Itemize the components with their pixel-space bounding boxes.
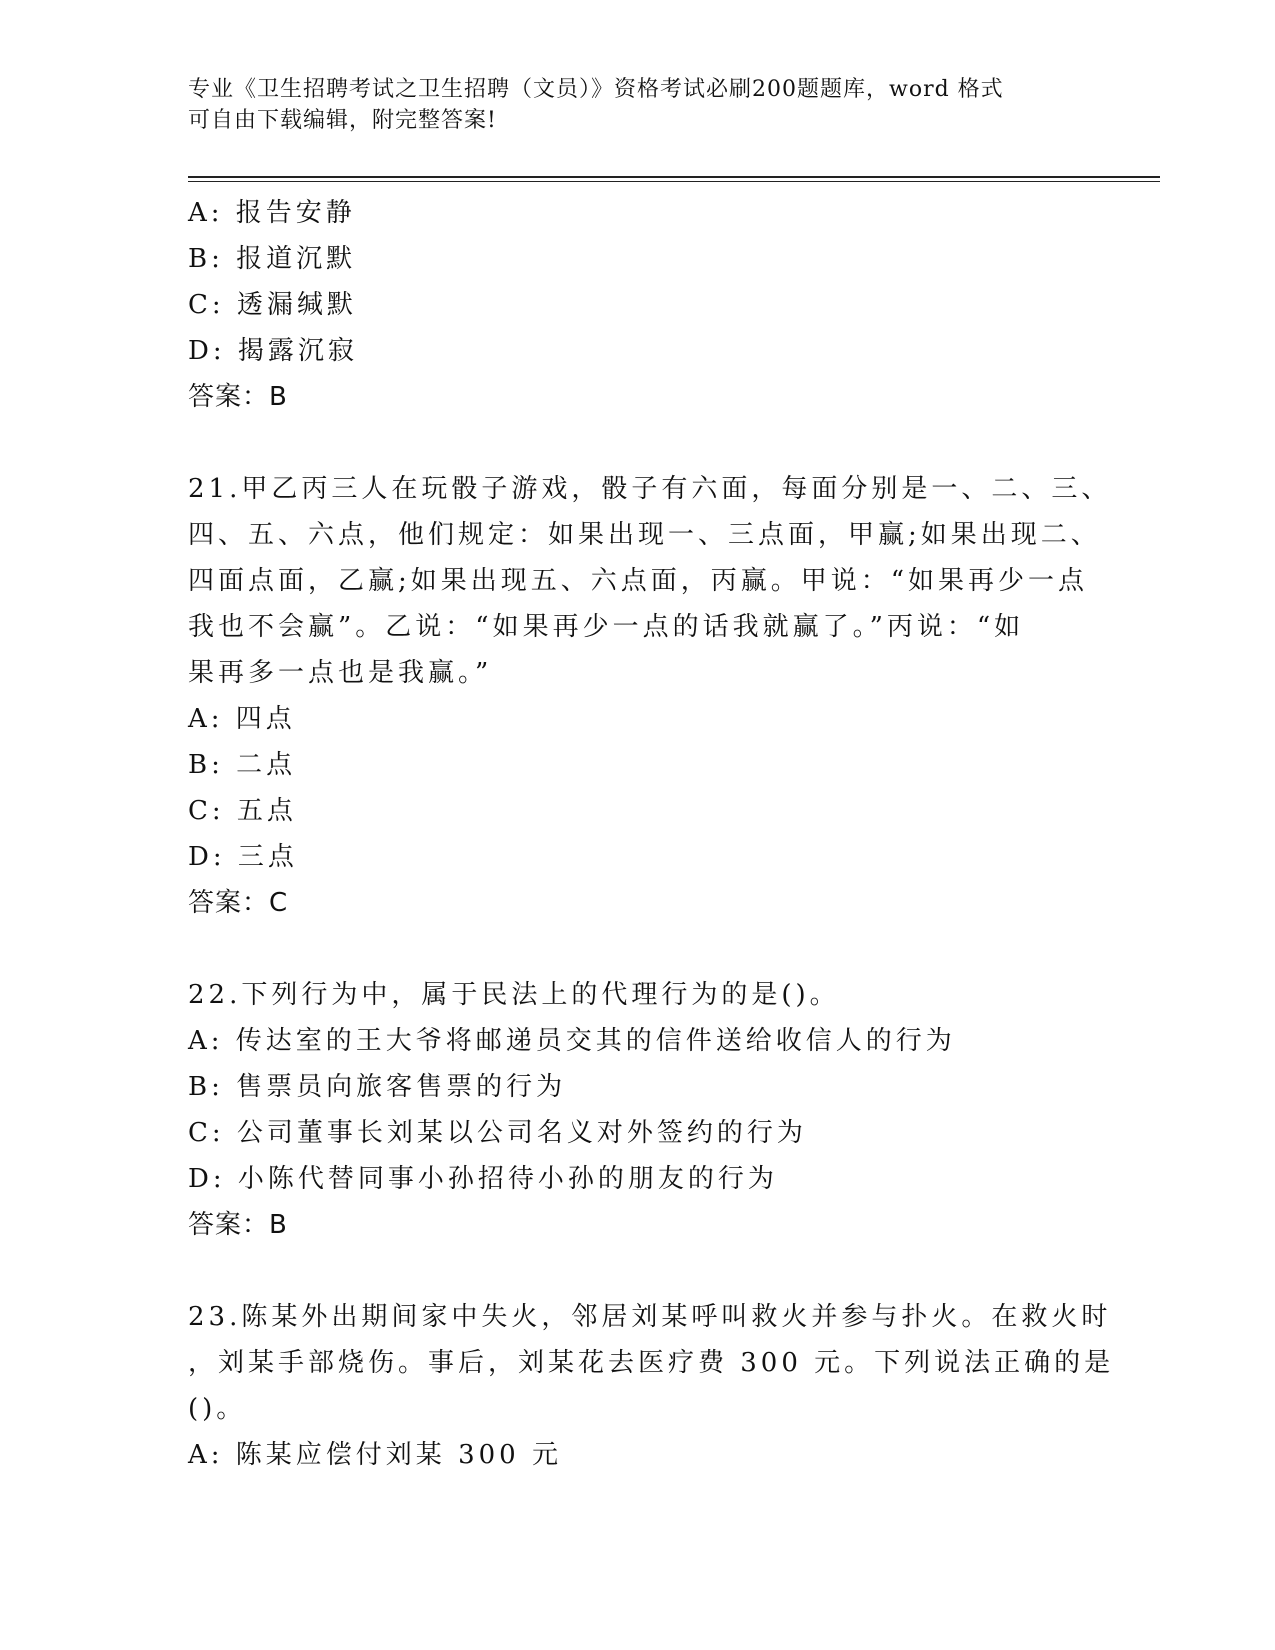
- question-stem-line: 果再多一点也是我赢。”: [188, 658, 493, 688]
- question-stem-line: ()。: [188, 1394, 247, 1424]
- spacer: [188, 1248, 1088, 1294]
- option-a: A: 陈某应偿付刘某 300 元: [188, 1440, 562, 1470]
- document-header: [188, 74, 1088, 136]
- answer: 答案：B: [188, 1210, 288, 1240]
- option-c: C: 公司董事长刘某以公司名义对外签约的行为: [188, 1118, 807, 1148]
- spacer: [188, 926, 1088, 972]
- question-stem-line: 21.甲乙丙三人在玩骰子游戏，骰子有六面，每面分别是一、二、三、: [188, 474, 1112, 504]
- question-stem-line: 22.下列行为中，属于民法上的代理行为的是()。: [188, 980, 840, 1010]
- question-stem-line: 我也不会赢”。乙说：“如果再少一点的话我就赢了。”丙说：“如: [188, 612, 1025, 642]
- header-divider: [188, 176, 1160, 182]
- option-a: A: 传达室的王大爷将邮递员交其的信件送给收信人的行为: [188, 1026, 956, 1056]
- option-c: C: 五点: [188, 796, 297, 826]
- question-stem-line: 四、五、六点，他们规定：如果出现一、三点面，甲赢;如果出现二、: [188, 520, 1101, 550]
- answer: 答案：B: [188, 382, 288, 412]
- question-stem-line: 23.陈某外出期间家中失火，邻居刘某呼叫救火并参与扑火。在救火时: [188, 1302, 1112, 1332]
- option-d: D: 小陈代替同事小孙招待小孙的朋友的行为: [188, 1164, 778, 1194]
- question-list: [188, 190, 1115, 1478]
- question-20: [188, 190, 1088, 420]
- option-c: C: 透漏缄默: [188, 290, 357, 320]
- spacer: [188, 420, 1088, 466]
- question-stem-line: ，刘某手部烧伤。事后，刘某花去医疗费 300 元。下列说法正确的是: [188, 1348, 1115, 1378]
- header-line-1: 专业《卫生招聘考试之卫生招聘（文员）》资格考试必刷200题题库，word 格式: [188, 77, 1004, 102]
- question-21: [188, 466, 1112, 926]
- question-stem-line: 四面点面，乙赢;如果出现五、六点面，丙赢。甲说：“如果再少一点: [188, 566, 1089, 596]
- option-a: A: 报告安静: [188, 198, 356, 228]
- header-line-2: 可自由下载编辑，附完整答案!: [188, 108, 497, 133]
- option-d: D: 三点: [188, 842, 298, 872]
- answer: 答案：C: [188, 888, 289, 918]
- question-22: [188, 972, 1088, 1248]
- question-23: [188, 1294, 1115, 1478]
- option-b: B: 二点: [188, 750, 297, 780]
- option-b: B: 报道沉默: [188, 244, 357, 274]
- option-d: D: 揭露沉寂: [188, 336, 358, 366]
- option-b: B: 售票员向旅客售票的行为: [188, 1072, 567, 1102]
- option-a: A: 四点: [188, 704, 296, 734]
